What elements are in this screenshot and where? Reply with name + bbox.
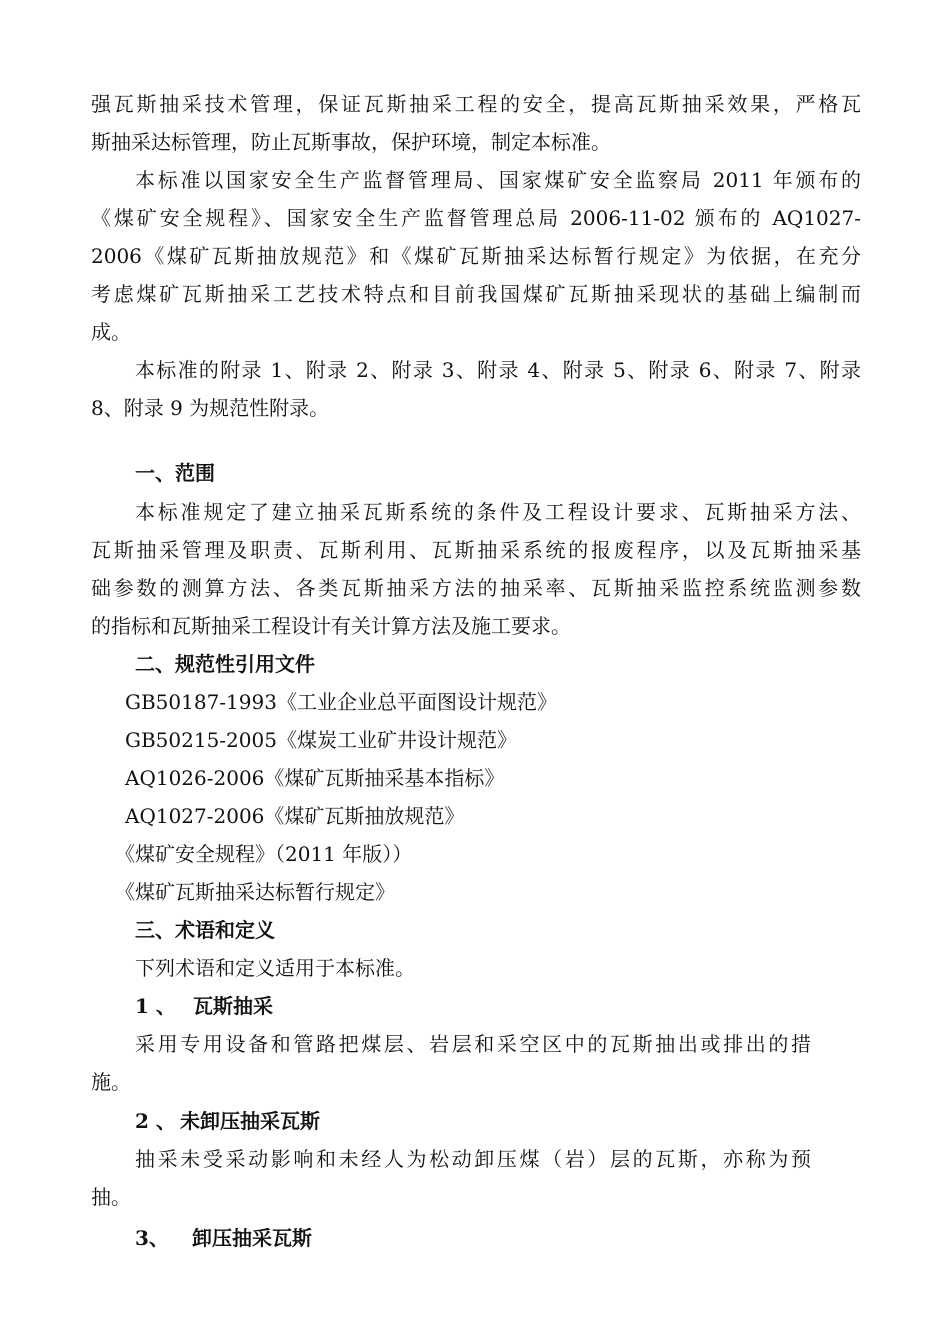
intro-p3-line-1: 本标准的附录 1、附录 2、附录 3、附录 4、附录 5、附录 6、附录 7、附录: [135, 358, 861, 382]
term-number: 1 、: [135, 994, 176, 1018]
intro-p2-line-2: 《煤矿安全规程》、国家安全生产监督管理总局 2006-11-02 颁布的 AQ1027-: [91, 206, 861, 230]
scope-line-3: 础参数的测算方法、各类瓦斯抽采方法的抽采率、瓦斯抽采监控系统监测参数: [91, 576, 861, 600]
term-number: 2 、: [135, 1109, 176, 1133]
term-definition-line: 抽。: [91, 1185, 131, 1209]
scope-line-2: 瓦斯抽采管理及职责、瓦斯利用、瓦斯抽采系统的报废程序，以及瓦斯抽采基: [91, 538, 861, 562]
intro-p1-line-2: 斯抽采达标管理，防止瓦斯事故，保护环境，制定本标准。: [91, 130, 611, 154]
reference-item: 《煤矿瓦斯抽采达标暂行规定》: [115, 880, 395, 904]
reference-item: GB50187-1993《工业企业总平面图设计规范》: [125, 690, 557, 714]
reference-item: 《煤矿安全规程》（2011 年版））: [115, 842, 413, 866]
term-title: 未卸压抽采瓦斯: [180, 1109, 320, 1133]
term-definition-line: 施。: [91, 1070, 131, 1094]
intro-p2-line-1: 本标准以国家安全生产监督管理局、国家煤矿安全监察局 2011 年颁布的: [135, 168, 861, 192]
section-heading-terms-and-definitions: 三、术语和定义: [135, 918, 275, 942]
term-number: 3、: [135, 1226, 169, 1250]
intro-p2-line-4: 考虑煤矿瓦斯抽采工艺技术特点和目前我国煤矿瓦斯抽采现状的基础上编制而: [91, 282, 861, 306]
terms-intro: 下列术语和定义适用于本标准。: [135, 956, 415, 980]
intro-p2-line-3: 2006《煤矿瓦斯抽放规范》和《煤矿瓦斯抽采达标暂行规定》为依据，在充分: [91, 244, 861, 268]
reference-item: AQ1026-2006《煤矿瓦斯抽采基本指标》: [125, 766, 505, 790]
intro-p2-line-5: 成。: [91, 320, 131, 344]
reference-item: AQ1027-2006《煤矿瓦斯抽放规范》: [125, 804, 465, 828]
intro-p1-line-1: 强瓦斯抽采技术管理，保证瓦斯抽采工程的安全，提高瓦斯抽采效果，严格瓦: [91, 92, 861, 116]
term-definition-line: 采用专用设备和管路把煤层、岩层和采空区中的瓦斯抽出或排出的措: [135, 1032, 811, 1056]
intro-p3-line-2: 8、附录 9 为规范性附录。: [91, 396, 330, 420]
term-definition-line: 抽采未受采动影响和未经人为松动卸压煤（岩）层的瓦斯，亦称为预: [135, 1147, 811, 1171]
scope-line-4: 的指标和瓦斯抽采工程设计有关计算方法及施工要求。: [91, 614, 571, 638]
reference-item: GB50215-2005《煤炭工业矿井设计规范》: [125, 728, 517, 752]
term-title: 卸压抽采瓦斯: [192, 1226, 312, 1250]
scope-line-1: 本标准规定了建立抽采瓦斯系统的条件及工程设计要求、瓦斯抽采方法、: [135, 500, 861, 524]
section-heading-normative-references: 二、规范性引用文件: [135, 652, 315, 676]
section-heading-scope: 一、范围: [135, 461, 215, 485]
term-title: 瓦斯抽采: [193, 994, 273, 1018]
